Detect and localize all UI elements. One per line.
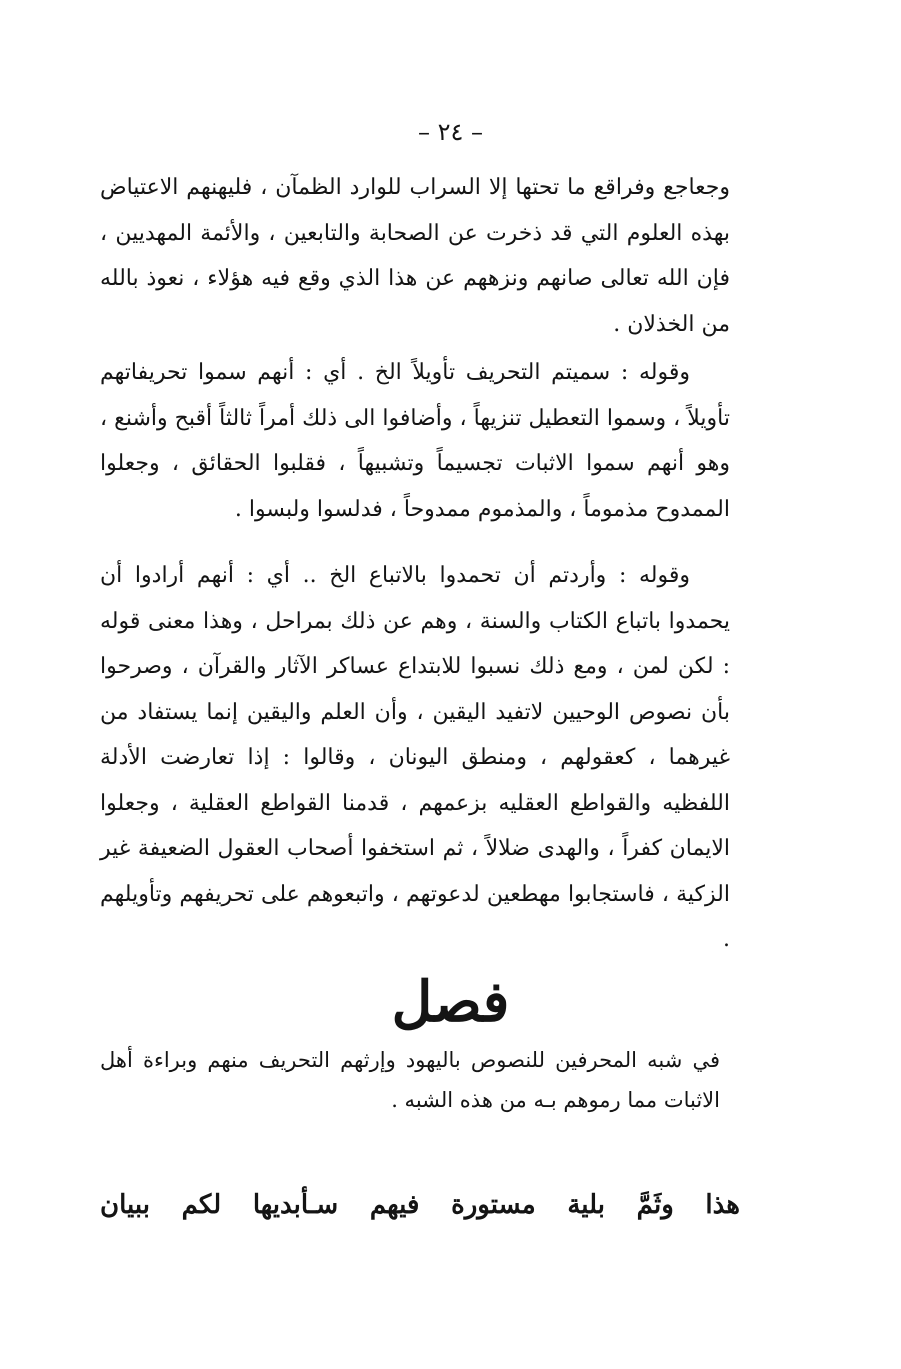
section-heading: فصل [391,969,510,1035]
verse-line: هذا وثَمَّ بلية مستورة فيهم سـأبديها لكم ببيان [100,1190,740,1220]
paragraph-2 [100,350,730,532]
paragraph-1-text: وجعاجع وفراقع ما تحتها إلا السراب للوارد الظمآن ، فليهنهم الاعتياض بهذه العلوم التي قد ذخرت عن الصحابة والتابعين ، والأئمة المهديين ، فإن الله تعالى صانهم ونزههم عن هذا الذي وقع فيه هؤلاء ، نعوذ بالله من الخذلان . [100,175,730,337]
paragraph-3-text: وقوله : وأردتم أن تحمدوا بالاتباع الخ .. أي : أنهم أرادوا أن يحمدوا باتباع الكتاب والسنة ، وهم عن ذلك بمراحل ، وهذا معنى قوله : لكن لمن ، ومع ذلك نسبوا للابتداع عساكر الآثار والقرآن ، وصرحوا بأن نصوص الوحيين لاتفيد اليقين ، وأن العلم واليقين إنما يستفاد من غيرهما ، كعقولهم ، ومنطق اليونان ، وقالوا : إذا تعارضت الأدلة اللفظيه والقواطع العقليه بزعمهم ، قدمنا القواطع العقلية ، وجعلوا الايمان كفراً ، والهدى ضلالاً ، ثم استخفوا أصحاب العقول الضعيفة غير الزكية ، فاستجابوا مهطعين لدعوتهم ، واتبعوهم على تحريفهم وتأويلهم . [100,563,730,952]
page-number: – ٢٤ – [417,118,484,146]
paragraph-1 [100,165,730,347]
paragraph-3 [100,553,730,963]
section-subtitle: في شبه المحرفين للنصوص باليهود وإرثهم التحريف منهم وبراءة أهل الاثبات مما رموهم بـه من هذه الشبه . [100,1048,720,1112]
paragraph-2-text: وقوله : سميتم التحريف تأويلاً الخ . أي : أنهم سموا تحريفاتهم تأويلاً ، وسموا التعطيل تنزيهاً ، وأضافوا الى ذلك أمراً ثالثاً أقبح وأشنع ، وهو أنهم سموا الاثبات تجسيماً وتشبيهاً ، فقلبوا الحقائق ، وجعلوا الممدوح مذموماً ، والمذموم ممدوحاً ، فدلسوا ولبسوا . [100,360,730,522]
